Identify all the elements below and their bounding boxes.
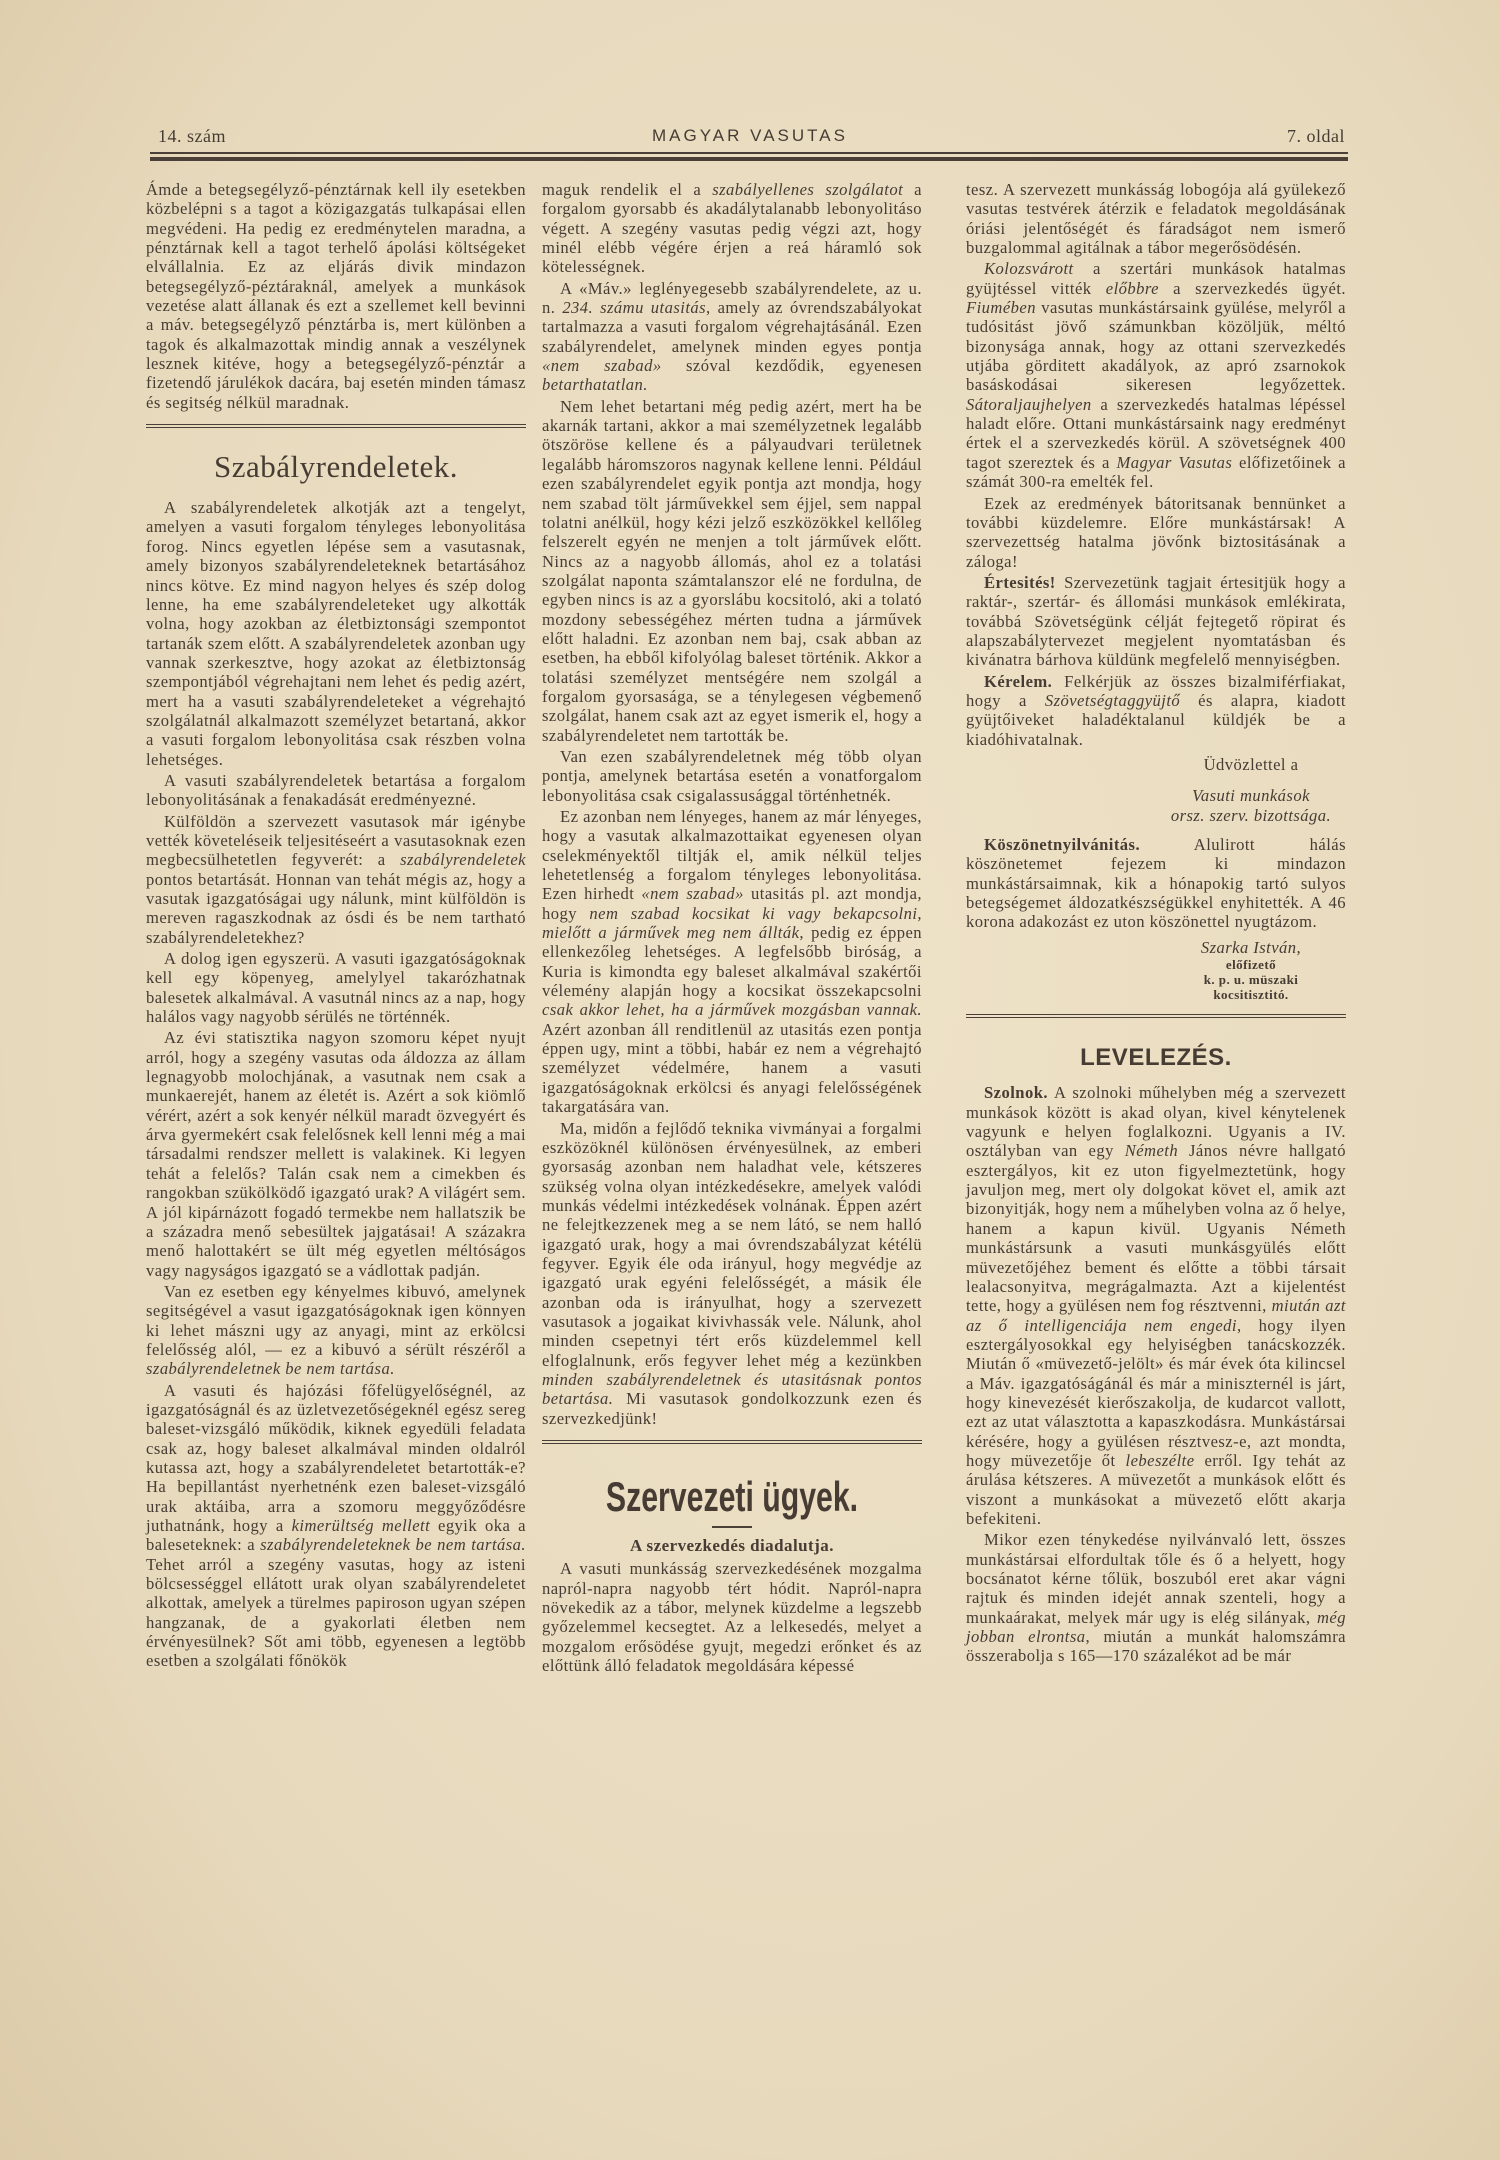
article-separator xyxy=(966,1014,1346,1018)
text: , amely az óvrendszabályokat tartalmazza a vasuti forgalom végrehajtásánál. Ezen szabályrendelet, amelynek minden egyes pontja xyxy=(542,298,922,356)
text: Ma, midőn a fejlődő teknika vivmányai a forgalmi eszközöknél különösen érvényesülnek, az emberi gyorsaság azonban nem haladhat vele, kétszeres szükség volna olyan intézkedésekre, amelyek valódi munkás védelmi intézkedések volnának. Éppen azért ne felejtkezzenek meg a se nem látó, se nem halló igazgató urak, hogy a mai óvrendszabályzat kétélü fegyver. Egyik éle oda irányul, hogy megvédje az igazgató urak egyéni felelősségét, a másik éle azonban oda is irányulhat, hogy a szervezett vasutasok a jogaikat kivivhassák vele. Nálunk, ahol minden csepetnyi tért erős küzdelemmel kell elfoglalnunk, erős fegyver lehet még a kezünkben xyxy=(542,1118,922,1370)
section-heading: Szervezeti ügyek. xyxy=(605,1473,859,1520)
paragraph xyxy=(146,812,526,947)
text: utasitás pl. azt mondja, hogy xyxy=(542,884,923,923)
italic-text: lebeszélte xyxy=(1125,1450,1195,1470)
text: Alulirott hálás köszönetemet fejezem ki mindazon munkástársaimnak, kik a hónapokig tartó sulyos betegségemet áldozatkészségükkel enyhitették. A 46 korona adakozást ez uton köszönettel nyugtázom. xyxy=(966,835,1346,932)
article-body xyxy=(966,180,1346,749)
greeting-line: Üdvözlettel a xyxy=(1203,754,1299,774)
paragraph xyxy=(966,494,1346,571)
italic-text: Magyar Vasutas xyxy=(1116,452,1233,472)
letters-body xyxy=(966,1083,1346,1665)
paragraph xyxy=(542,747,922,805)
text: Ámde a betegsegélyző-pénztárnak kell ily esetekben közbelépni s a tagot a közigazgatás tulkapásai ellen megvédeni. Ha pedig ez eredménytelen maradna, a pénztárnak kell a tagot terhelő ápolási költségeket elvállalnia. Ez az eljárás divik mindazon betegsegélyző-péztáraknál, amelyek a munkások vezetése alatt állanak és ezt a szellemet kell bevinni a máv. betegsegélyző pénztárba is, mert különben a tagok és alkalmazottak mindig annak a veszélynek lesznek kitéve, hogy a betegsegélyző-pénztár a fizetendő járulékok dacára, baj esetén minden támasz és segitség nélkül maradnak. xyxy=(146,180,526,412)
text: maguk rendelik el a xyxy=(542,180,713,199)
column-1 xyxy=(146,180,526,1671)
text: A «Máv.» leglényegesebb szabályrendelete, az u. n. xyxy=(542,278,922,318)
paragraph xyxy=(966,259,1346,491)
text: A szolnoki műhelyben még a szervezett munkások között is akad olyan, kivel kénytelenek vagyunk e helyen foglalkozni. Ugyanis a IV. osztályban van egy xyxy=(966,1083,1346,1161)
italic-text: Kolozsvárott xyxy=(984,259,1074,279)
heading-dash xyxy=(712,1526,752,1528)
paragraph xyxy=(966,1530,1346,1665)
paragraph xyxy=(542,279,922,395)
text: A vasuti és hajózási főfelügyelőségnél, az igazgatóságnál és az üzletvezetőségeknél egész sereg baleset-vizsgáló működik, kiknek egyedüli feladata csak az, hogy baleset alkalmával minden oldalról kutassa azt, hogy a szabályrendeletet betartották-e? Ha bepillantást nyerhetnénk ezen baleset-vizsgáló urak aktáiba, arra a szomoru meggyőződésre juthatnánk, hogy a xyxy=(146,1380,526,1535)
paragraph xyxy=(542,397,922,745)
header-rule-thick xyxy=(150,157,1348,161)
paragraph xyxy=(146,1381,526,1671)
signature-name: Szarka István, xyxy=(1200,937,1302,957)
text: , pedig ez éppen ellenkezőleg lehetséges. A legfelsőbb biróság, a Kuria is kimondta egy baleset alkalmával szakértői vélemény alapján hogy a kocsikat összekapcsolni xyxy=(542,923,923,1001)
text: Van ez esetben egy kényelmes kibuvó, amelynek segitségével a vasut igazgatóságoknak igen könnyen ki lehet mászni ugy az anyagi, mint az erkölcsi felelősség alól, — ez a kibuvó a sérült részéről a xyxy=(146,1281,526,1359)
bold-lead-text: Értesités! xyxy=(984,572,1056,592)
italic-text: szabályellenes szolgálatot xyxy=(712,180,904,199)
paragraph xyxy=(146,498,526,769)
text: a szervezkedés ügyét. xyxy=(1158,278,1347,298)
column-3 xyxy=(966,180,1346,1666)
text: Felkérjük az összes bizalmiférfiakat, hogy a xyxy=(966,671,1346,710)
bold-lead-text: Köszönetnyilvánitás. xyxy=(984,835,1141,854)
text: a szervezkedés hatalmas lépéssel haladt előre. Ottani munkástársaink nagy eredményt értek el a szervezkedés körül. A szövetségnek 400 tagot szereztek és a xyxy=(966,394,1346,472)
paragraph xyxy=(146,949,526,1026)
italic-text: miután azt az ő intelligenciája nem engedi xyxy=(966,1296,1346,1335)
paragraph xyxy=(542,1559,922,1675)
text: szóval kezdődik, egyenesen xyxy=(661,356,922,376)
paragraph xyxy=(146,1028,526,1279)
italic-text: Szövetségtaggyüjtő xyxy=(1044,690,1181,710)
italic-text: «nem szabad» xyxy=(641,884,744,904)
text: egyik oka a baleseteknek: a xyxy=(146,1516,526,1555)
text: , hogy ilyen esztergályosokkal egy helyiségben tanácskozzék. Miután ő «müvezető-jelölt» és már évek óta kilincsel a Máv. igazgatóságánál és már a miniszternél is járt, hogy kinevezését kierőszakolja, de kudarcot vallott, ezt az utat választotta a kapaszkodásra. Munkástársai kérésére, hogy a gyülésen résztvesz-e, azt mondta, hogy müvezetője őt xyxy=(966,1315,1346,1470)
text: vasutas munkástársaink gyülése, melyről a tudósitást jövő számunkban közöljük, méltó bizonysága annak, hogy az ottani szervezkedés utjába görditett akadályok, az apró zsarnokok basáskodásai sikeresen legyőzettek. xyxy=(966,298,1346,395)
italic-text: még jobban elrontsa xyxy=(966,1607,1346,1647)
page-number: 7. oldal xyxy=(1287,126,1345,146)
paragraph xyxy=(966,1083,1346,1528)
article-continuation xyxy=(146,180,526,412)
text: A vasuti munkásság szervezkedésének mozgalma napról-napra nagyobb tért hódit. Napról-napra növekedik az a tábor, melynek küzdelme a legszebb győzelemmel kecsegtet. Az a lelkesedés, melyet a mozgalom erősödése gyujt, megedzi erőnket és az előttünk álló feladatok megoldására képessé xyxy=(542,1559,922,1676)
thanks-notice xyxy=(966,835,1346,932)
italic-text: szabályrendeleteknek be nem tartása. xyxy=(260,1535,527,1555)
italic-text: kimerültség mellett xyxy=(291,1516,431,1535)
text: erről. Igy tehát az árulása kétszeres. A müvezetőt a munkások előtt és viszont a munkásokat a müvezető előtt akarja befekiteni. xyxy=(966,1450,1346,1528)
signature-role: kocsitisztitó. xyxy=(1213,987,1289,1003)
italic-text: nem szabad kocsikat ki vagy bekapcsolni, mielőtt a járművek meg nem állták xyxy=(542,903,922,943)
greeting-org: Vasuti munkások xyxy=(1192,786,1310,806)
text: Mikor ezen ténykedése nyilvánvaló lett, összes munkástársai elfordultak tőle és ő a helyett, hogy bocsánatot kérne tőlük, boszuból eret akar vágni rajtuk és minden idejét annak szenteli, hogy a munkaárakat, melyek már ugy is elég silányak, xyxy=(966,1530,1346,1627)
text: Az évi statisztika nagyon szomoru képet nyujt arról, hogy a szegény vasutas oda áldozza az állam legnagyobb molochjának, a vasutnak nem csak a munkaerejét, hanem az életét is. Azért a sok kiömlő vérért, azért a sok kenyér nélkül maradt özvegyért és árva gyermekért csak felelősnek kell lenni még a mai társadalmi rendszer mellett is valakinek. Ki legyen tehát a felelős? Talán csak nem a cimekben és rangokban szükölködő igazgató urak? A világért sem. A jól kipárnázott fogadó termekbe nem hallatszik be a századra menő sebesültek jajgatásai! A százakra menő halottakért se ült még egyetlen méltóságos vagy nagyságos igazgató se a vádlottak padján. xyxy=(146,1028,526,1280)
paragraph xyxy=(542,807,922,1117)
italic-text: betarthatatlan. xyxy=(542,375,648,395)
signature-role: előfizető xyxy=(1225,957,1277,973)
section-heading: LEVELEZÉS. xyxy=(1080,1044,1232,1072)
greeting-org-line2: orsz. szerv. bizottsága. xyxy=(1170,805,1332,825)
text: Mi vasutasok gondolkozzunk ezen és szervezkedjünk! xyxy=(542,1389,922,1428)
text: Azért azonban áll renditlenül az utasitás ezen pontja éppen ugy, mint a többi, habár ez nem a végrehajtó személyzet védelmére, hanem a vasuti igazgatóságoknak erkölcsi és anyagi felelősségének takargatására van. xyxy=(542,1019,922,1117)
article-body xyxy=(146,498,526,1671)
text: tesz. A szervezett munkásság lobogója alá gyülekező vasutas testvérek átérzik e feladatok megoldásának óriási jelentőségét és fáradságot nem ismerő buzgalommal agitálnak a tábor megerősödésén. xyxy=(966,180,1346,258)
italic-text: Sátoraljaujhelyen xyxy=(966,394,1092,414)
issue-number: 14. szám xyxy=(158,126,226,146)
bold-lead-text: Kérelem. xyxy=(984,671,1053,691)
text: A vasuti szabályrendeletek betartása a forgalom lebonyolitásának a fenakadását eredményezné. xyxy=(146,770,526,810)
italic-text: szabályrendeletnek be nem tartása. xyxy=(146,1359,395,1379)
text: A dolog igen egyszerü. A vasuti igazgatóságoknak kell egy köpenyeg, amelylyel takarózhatnak balesetek alkalmával. A vasutnál nincs az a nap, hogy halálos vagy nagyobb sérülés ne történnék. xyxy=(146,949,526,1027)
paragraph xyxy=(542,1119,922,1429)
article-separator xyxy=(542,1440,922,1444)
paragraph xyxy=(966,180,1346,257)
text: A szabályrendeletek alkotják azt a tengelyt, amelyen a vasuti forgalom tényleges lebonyolitása forog. Nincs egyetlen lépése sem a vasutasnak, amely bizonyos szabályrendeleteknek betartásához nincs kötve. Ez mind nagyon helyes és szép dolog lenne, ha eme szabályrendeleteket ugy alkották volna, hogy azokban az életbiztonsági szempontot tartanák szem előtt. A szabályrendeletek azonban ugy vannak szerkesztve, hogy azokat az életbiztonság szempontjából végrehajtani nem lehet és pedig azért, mert ha a vasuti szabályrendeleteket a végrehajtó szolgálatnál alkalmazott személyzet betartaná, akkor a vasuti forgalom lebonyolitása csak részben volna lehetséges. xyxy=(146,498,526,769)
article-body xyxy=(542,1559,922,1675)
italic-text: «nem szabad» xyxy=(542,356,662,376)
article-body xyxy=(542,180,922,1428)
paragraph xyxy=(966,573,1346,670)
newspaper-title: MAGYAR VASUTAS xyxy=(652,126,848,145)
italic-text: 234. számu utasitás xyxy=(562,298,707,318)
text: Van ezen szabályrendeletnek még több olyan pontja, amelynek betartása esetén a vonatforgalom lebonyolitása csak csigalassusággal történhetnék. xyxy=(542,746,922,805)
text: és alapra, kiadott gyüjtőiveket haladéktalanul küldjék be a kiadóhivatalnak. xyxy=(966,690,1346,749)
text: Ez azonban nem lényeges, hanem az már lényeges, hogy a vasutak alkalmazottaikat egyenesen olyan cselekményektől tiltják el, amik nélkül teljes lehetetlenség a forgalom tényleges lebonyolitása. Ezen hirhedt xyxy=(542,807,922,904)
italic-text: előbbre xyxy=(1105,278,1159,298)
text: Szervezetünk tagjait értesitjük hogy a raktár-, szertár- és állomási munkások emlékirata, továbbá Szövetségünk célját fejtegető röpirat és alapszabálytervezet megjelent nyomtatásban és kivánatra bárhova küldünk megfelelő mennyiségben. xyxy=(966,572,1346,670)
text: János névre hallgató esztergályos, kit ez uton figyelmeztetünk, hogy javuljon meg, mert oly dolgokat követ el, amik azt bizonyitják, hogy nem a műhelyben volna az ő helye, hanem a kapun kivül. Ugyanis Németh munkástársunk a vasuti munkásgyülés előtt müvezetőjéhez bement és előtte a többi társait lealacsonyitva, megrágalmazta. Azt a kijelentést tette, hogy a gyülésen nem fog résztvenni, xyxy=(966,1141,1346,1316)
column-2 xyxy=(542,180,922,1675)
italic-text: Fiumében xyxy=(966,298,1036,318)
article-separator xyxy=(146,424,526,428)
text: Ezek az eredmények bátoritsanak bennünket a további küzdelemre. Előre munkástársak! A szervezettség hatalma jövőnk biztositásának a záloga! xyxy=(966,493,1346,571)
header-rule xyxy=(150,152,1348,154)
text: Nem lehet betartani még pedig azért, mert ha be akarnák tartani, akkor a mai személyzetnek legalább ötszöröse kellene és a pályaudvari területnek legalább háromszoros nagynak kellene lenni. Például ezen szabályrendelet egyik pontja azt mondja, hogy nem szabad tölt járművekkel sem éjjel, sem nappal tolatni anélkül, hogy kézi jelző eszközökkel kellőleg felszerelt egyén ne menjen a tolt járművek előtt. Nincs az a nagyobb állomás, ahol ez a tolatási szolgálat naponta számtalanszor elé ne fordulna, de egyben nincs is az a gyorslábu kocsitoló, aki a tolató mozdony sebességéhez mérten tudna a járművek előtt haladni. Ez azonban nem baj, csak abban az esetben, ha ebből kifolyólag baleset történik. Akkor a tolatási személyzet mentségére nem szolgál a forgalom gyorsasága, se a ténylegesen végbemenő szolgálat, hanem csak azt az egyet ismerik el, hogy a szabályrendeletet nem tartották be. xyxy=(542,396,922,745)
text: a szertári munkások hatalmas gyüjtéssel vitték xyxy=(966,259,1346,298)
text: Tehet arról a szegény vasutas, hogy az isteni bölcsességgel ellátott urak olyan szabályrendeletet alkottak, amelyek a türelmes papiroson ugyan szépen hangzanak, de a gyakorlati életben nem érvényesülnek? Sőt ami több, egyenesen a legtöbb esetben a szolgálati főnökök xyxy=(146,1554,526,1671)
article-subheading: A szervezkedés diadalutja. xyxy=(630,1536,834,1555)
text: Külföldön a szervezett vasutasok már igénybe vették követeléseik teljesitéseért a vasutasoknak ezen megbecsülhetetlen fegyverét: a xyxy=(146,811,526,870)
paragraph xyxy=(146,1282,526,1379)
paragraph xyxy=(542,180,922,277)
paragraph xyxy=(966,835,1346,932)
text: előfizetőinek a számát 300-ra emelték fel. xyxy=(966,452,1346,492)
italic-text: szabályrendeletek xyxy=(400,850,526,870)
italic-text: Németh xyxy=(1124,1141,1179,1161)
text: , miután a munkát halomszámra összerabolja s 165—170 százalékot ad be már xyxy=(966,1627,1346,1666)
italic-text: minden szabályrendeletnek és utasitásnak pontos betartása. xyxy=(542,1369,922,1409)
article-heading: Szabályrendeletek. xyxy=(214,449,458,485)
paragraph xyxy=(146,771,526,810)
text: pontos betartását. Honnan van tehát mégis az, hogy a vasutak igazgatóságai ugy nálunk, mint külföldön is mereven ragaszkodnak az ósdi és be nem tartható szabályrendeletekhez? xyxy=(146,869,526,947)
paragraph xyxy=(146,180,526,412)
text: a forgalom gyorsabb és akadálytalanabb lebonyolitáso végett. A szegény vasutas pedig végzi azt, hogy minél elébb végére érjen a reá háramló sok kötelességnek. xyxy=(542,180,922,277)
paragraph xyxy=(966,672,1346,749)
signature-role: k. p. u. müszaki xyxy=(1203,972,1299,988)
italic-text: csak akkor lehet, ha a járművek mozgásban vannak. xyxy=(542,1000,922,1020)
bold-lead-text: Szolnok. xyxy=(984,1083,1049,1103)
